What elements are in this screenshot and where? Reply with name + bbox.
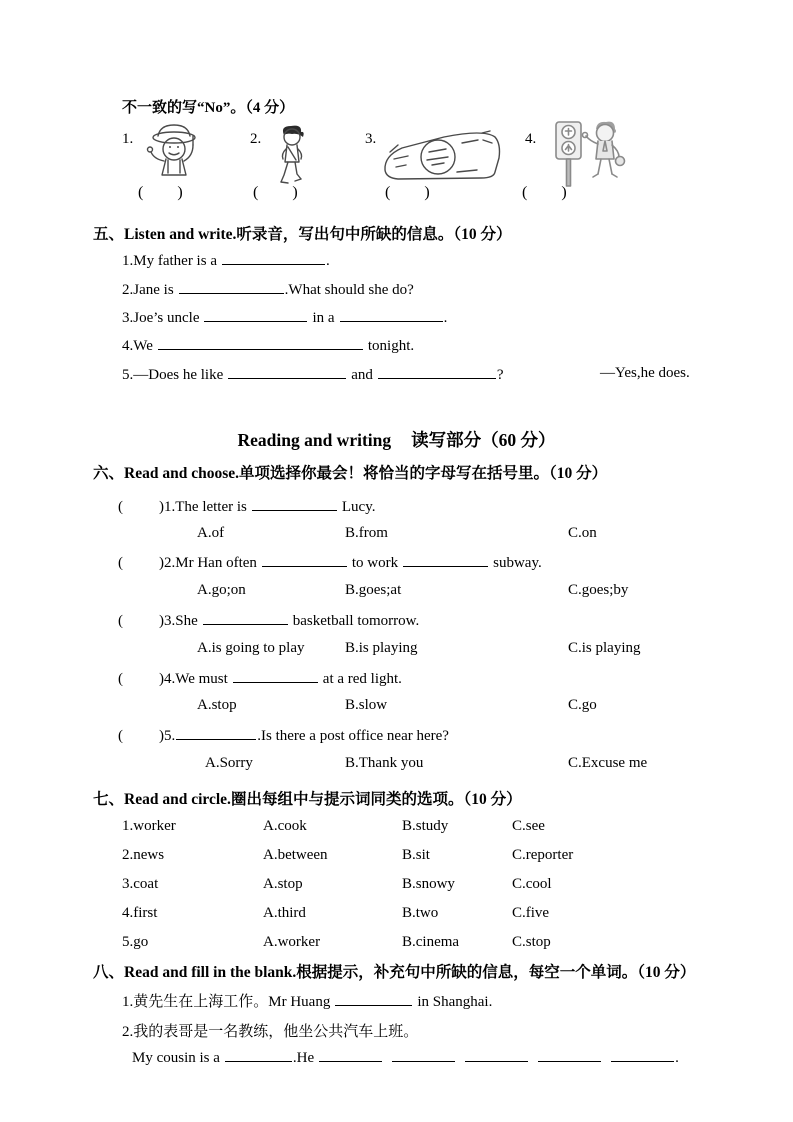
answer-parens: ( ) [253, 184, 298, 201]
picture-section-instruction: 不一致的写“No”。（4 分） [122, 100, 295, 116]
option-b: B.cinema [402, 934, 460, 950]
option-a: A.stop [263, 876, 303, 892]
option-a: A.third [263, 905, 306, 921]
answer-blank [225, 1048, 292, 1062]
picture-item-number: 2. [250, 131, 262, 147]
option-a: A.Sorry [205, 755, 253, 771]
s8-line-3: My cousin is a .He . [132, 1050, 679, 1066]
option-c: C.on [568, 525, 597, 541]
option-c: C.stop [512, 934, 551, 950]
option-b: B.slow [345, 697, 388, 713]
lead-word: 1.worker [122, 818, 176, 834]
s7-row-5 [0, 934, 793, 954]
answer-blank [340, 308, 443, 322]
answer-parens: ( ) [522, 184, 567, 201]
old-man-with-hat-image [140, 122, 212, 184]
option-a: A.worker [263, 934, 321, 950]
option-c: C.see [512, 818, 545, 834]
option-a: A.between [263, 847, 328, 863]
high-speed-train-image [382, 127, 504, 185]
s7-row-4 [0, 905, 793, 925]
answer-blank [222, 251, 325, 265]
s5-line-1: 1.My father is a . [122, 253, 330, 269]
answer-blank [233, 669, 318, 683]
s7-row-1 [0, 818, 793, 838]
lead-word: 3.coat [122, 876, 159, 892]
s6-q1-options [0, 525, 793, 545]
answer-blank [262, 553, 347, 567]
s5-line-4: 4.We tonight. [122, 338, 415, 354]
walking-boy-with-backpack-image [274, 124, 312, 188]
picture-item-number: 1. [122, 131, 134, 147]
option-b: B.study [402, 818, 449, 834]
answer-blank [378, 365, 496, 379]
s6-q2-options [0, 582, 793, 602]
s6-q5-options [0, 755, 793, 775]
option-b: B.Thank you [345, 755, 424, 771]
answer-blank [176, 726, 256, 740]
option-a: A.is going to play [197, 640, 305, 656]
s5-line-3: 3.Joe’s uncle in a . [122, 310, 448, 326]
s6-question-3: ( )3.She basketball tomorrow. [118, 613, 420, 629]
s7-row-2 [0, 847, 793, 867]
s6-q3-options [0, 640, 793, 660]
option-b: B.snowy [402, 876, 455, 892]
option-c: C.cool [512, 876, 552, 892]
section8-header: 八、Read and fill in the blank.根据提示，补充句中所缺的信息，每空一个单词。（10 分） [93, 964, 696, 981]
lead-word: 4.first [122, 905, 158, 921]
option-a: A.go;on [197, 582, 246, 598]
traffic-light-and-boy-image [548, 120, 630, 188]
picture-item-number: 3. [365, 131, 377, 147]
option-c: C.goes;by [568, 582, 629, 598]
s8-line-2: 2.我的表哥是一名教练，他坐公共汽车上班。 [122, 1024, 419, 1040]
s6-q4-options [0, 697, 793, 717]
option-c: C.is playing [568, 640, 641, 656]
answer-parens: ( ) [385, 184, 430, 201]
section6-header: 六、Read and choose.单项选择你最会！将恰当的字母写在括号里。（10 分） [93, 465, 608, 482]
answer-blank [319, 1048, 382, 1062]
answer-blank [403, 553, 488, 567]
s5-line-2: 2.Jane is .What should she do? [122, 282, 414, 298]
option-a: A.of [197, 525, 225, 541]
option-b: B.from [345, 525, 388, 541]
answer-blank [179, 280, 284, 294]
answer-blank [611, 1048, 674, 1062]
option-b: B.sit [402, 847, 430, 863]
option-b: B.two [402, 905, 439, 921]
picture-item-number: 4. [525, 131, 537, 147]
answer-blank [335, 992, 412, 1006]
s6-question-5: ( )5. .Is there a post office near here? [118, 728, 449, 744]
reading-writing-heading: Reading and writing 读写部分（60 分） [237, 430, 556, 450]
s6-question-4: ( )4.We must at a red light. [118, 671, 402, 687]
answer-blank [252, 497, 337, 511]
section7-header: 七、Read and circle.圈出每组中与提示词同类的选项。（10 分） [93, 791, 522, 808]
answer-parens: ( ) [138, 184, 183, 201]
s8-line-1: 1.黄先生在上海工作。Mr Huang in Shanghai. [122, 994, 493, 1010]
answer-blank [465, 1048, 528, 1062]
s7-row-3 [0, 876, 793, 896]
option-c: C.reporter [512, 847, 574, 863]
lead-word: 5.go [122, 934, 149, 950]
s5-answer-text: —Yes,he does. [600, 365, 690, 381]
option-b: B.is playing [345, 640, 418, 656]
option-c: C.go [568, 697, 597, 713]
option-b: B.goes;at [345, 582, 402, 598]
answer-blank [204, 308, 307, 322]
s6-question-2: ( )2.Mr Han often to work subway. [118, 555, 542, 571]
s6-question-1: ( )1.The letter is Lucy. [118, 499, 376, 515]
option-a: A.cook [263, 818, 307, 834]
option-c: C.Excuse me [568, 755, 648, 771]
answer-blank [538, 1048, 601, 1062]
lead-word: 2.news [122, 847, 165, 863]
answer-blank [392, 1048, 455, 1062]
answer-blank [158, 336, 363, 350]
answer-blank [203, 611, 288, 625]
option-a: A.stop [197, 697, 237, 713]
answer-blank [228, 365, 346, 379]
s5-line-5: 5.—Does he like and ? —Yes,he does. [122, 365, 690, 383]
option-c: C.five [512, 905, 550, 921]
section5-header: 五、Listen and write.听录音，写出句中所缺的信息。（10 分） [93, 226, 512, 243]
